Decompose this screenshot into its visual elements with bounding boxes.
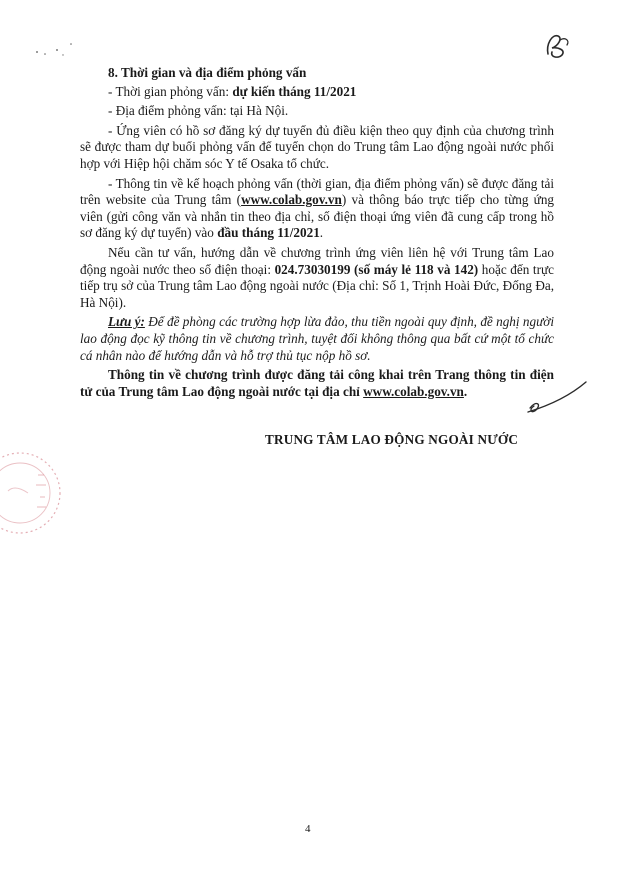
faint-seal-stamp	[0, 445, 75, 540]
publish-text: Thông tin về chương trình được đăng tải công khai trên Trang thông tin điện tử của Trung tâm Lao động ngoài nước tại địa chỉ	[80, 367, 554, 399]
interview-time-line	[80, 84, 554, 101]
document-body	[80, 65, 554, 400]
publish-paragraph	[80, 367, 554, 400]
contact-text-2: hoặc đến trực tiếp trụ sở của Trung tâm Lao động ngoài nước (Địa chỉ: Số 1, Trịnh Hoài Đức, Đống Đa, Hà Nội).	[80, 261, 554, 310]
note-label: Lưu ý:	[108, 314, 145, 330]
page-number: 4	[305, 823, 311, 835]
publish-end: .	[463, 383, 468, 399]
interview-place-line: - Địa điểm phỏng vấn: tại Hà Nội.	[108, 103, 289, 119]
note-paragraph	[80, 314, 554, 364]
handwritten-initials-mark	[540, 28, 576, 62]
eligibility-paragraph: - Ứng viên có hồ sơ đăng ký dự tuyển đủ điều kiện theo quy định của chương trình sẽ được tham dự buổi phỏng vấn để tuyển chọn do Trung tâm Lao động ngoài nước phối hợp với Hiệp hội chăm sóc Y tế Osaka tổ chức.	[80, 122, 554, 171]
section-heading: 8. Thời gian và địa điểm phỏng vấn	[108, 65, 307, 80]
pen-flourish-mark	[486, 378, 592, 418]
plan-time: đầu tháng 11/2021	[217, 225, 320, 241]
plan-text-2: ) và thông báo trực tiếp cho từng ứng viên (gửi công văn và nhắn tin theo địa chỉ, số điện thoại ứng viên đã cung cấp trong hồ sơ đăng ký dự tuyển) vào	[80, 192, 555, 241]
contact-paragraph	[80, 245, 554, 311]
note-text: Để đề phòng các trường hợp lừa đảo, thu tiền ngoài quy định, đề nghị người lao động đọc kỹ thông tin về chương trình, tuyệt đối không thông qua bất cứ một tổ chức cá nhân nào để hướng dẫn và hỗ trợ thủ tục nộp hồ sơ.	[80, 314, 554, 363]
publish-website-link[interactable]: www.colab.gov.vn	[363, 383, 464, 399]
interview-time-value: dự kiến tháng 11/2021	[232, 83, 357, 99]
contact-text-1: Nếu cần tư vấn, hướng dẫn về chương trình ứng viên liên hệ với Trung tâm Lao động ngoài nước theo số điện thoại:	[80, 244, 554, 277]
signature-organization: TRUNG TÂM LAO ĐỘNG NGOÀI NƯỚC	[265, 432, 519, 447]
interview-time-prefix: - Thời gian phỏng vấn:	[108, 83, 233, 99]
plan-text-3: .	[319, 225, 324, 241]
plan-website-link[interactable]: www.colab.gov.vn	[241, 192, 342, 208]
plan-text-1: - Thông tin về kế hoạch phỏng vấn (thời gian, địa điểm phỏng vấn) sẽ được đăng tải trên website của Trung tâm (	[80, 175, 554, 208]
plan-paragraph	[80, 176, 554, 242]
contact-phone: 024.73030199 (số máy lẻ 118 và 142)	[274, 261, 479, 277]
scan-specks	[33, 40, 78, 60]
